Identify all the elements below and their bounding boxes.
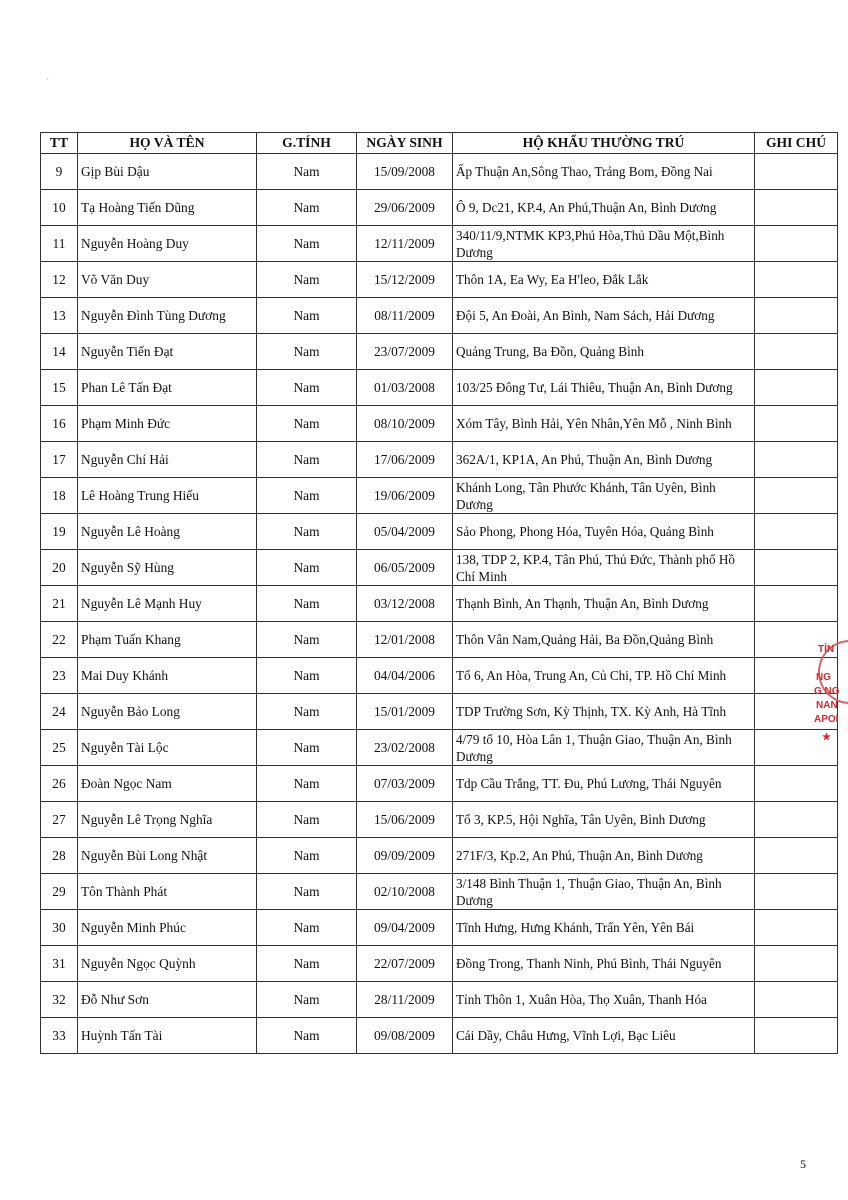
cell-note [755, 550, 838, 586]
cell-gender: Nam [257, 1018, 357, 1054]
cell-name: Nguyễn Ngọc Quỳnh [78, 946, 257, 982]
cell-name: Nguyễn Bảo Long [78, 694, 257, 730]
cell-address: Ô 9, Dc21, KP.4, An Phú,Thuận An, Bình Dương [453, 190, 755, 226]
table-row [41, 370, 838, 406]
cell-tt: 29 [41, 874, 78, 910]
table-row [41, 226, 838, 262]
cell-dob: 02/10/2008 [357, 874, 453, 910]
cell-note [755, 406, 838, 442]
cell-tt: 33 [41, 1018, 78, 1054]
cell-note [755, 478, 838, 514]
cell-gender: Nam [257, 586, 357, 622]
cell-dob: 28/11/2009 [357, 982, 453, 1018]
cell-gender: Nam [257, 190, 357, 226]
cell-name: Đỗ Như Sơn [78, 982, 257, 1018]
table-row [41, 334, 838, 370]
table-row [41, 874, 838, 910]
cell-dob: 17/06/2009 [357, 442, 453, 478]
page-number: 5 [800, 1157, 806, 1171]
table-row [41, 298, 838, 334]
cell-dob: 01/03/2008 [357, 370, 453, 406]
cell-note [755, 370, 838, 406]
cell-tt: 11 [41, 226, 78, 262]
cell-dob: 03/12/2008 [357, 586, 453, 622]
cell-dob: 23/02/2008 [357, 730, 453, 766]
seal-text: G NG [814, 686, 840, 697]
seal-text: APOI [814, 714, 839, 725]
cell-gender: Nam [257, 802, 357, 838]
cell-gender: Nam [257, 442, 357, 478]
cell-gender: Nam [257, 910, 357, 946]
cell-tt: 13 [41, 298, 78, 334]
cell-dob: 04/04/2006 [357, 658, 453, 694]
cell-name: Đoàn Ngọc Nam [78, 766, 257, 802]
cell-name: Võ Văn Duy [78, 262, 257, 298]
cell-name: Tạ Hoàng Tiến Dũng [78, 190, 257, 226]
cell-gender: Nam [257, 694, 357, 730]
cell-dob: 12/11/2009 [357, 226, 453, 262]
cell-tt: 20 [41, 550, 78, 586]
cell-address: Tổ 6, An Hòa, Trung An, Củ Chi, TP. Hồ Chí Minh [453, 658, 755, 694]
cell-tt: 16 [41, 406, 78, 442]
cell-tt: 21 [41, 586, 78, 622]
cell-dob: 19/06/2009 [357, 478, 453, 514]
scan-mark: ˏ [46, 70, 49, 80]
cell-note [755, 262, 838, 298]
cell-name: Phạm Minh Đức [78, 406, 257, 442]
seal-text: NAN [816, 700, 838, 711]
table-row [41, 910, 838, 946]
cell-gender: Nam [257, 226, 357, 262]
table-row [41, 694, 838, 730]
cell-tt: 28 [41, 838, 78, 874]
cell-address: Thôn 1A, Ea Wy, Ea H'leo, Đắk Lắk [453, 262, 755, 298]
table-row [41, 550, 838, 586]
cell-note [755, 874, 838, 910]
table-row [41, 730, 838, 766]
cell-tt: 17 [41, 442, 78, 478]
cell-gender: Nam [257, 334, 357, 370]
cell-tt: 18 [41, 478, 78, 514]
seal-text: TỈN [818, 644, 835, 655]
cell-address: Tỉnh Thôn 1, Xuân Hòa, Thọ Xuân, Thanh Hóa [453, 982, 755, 1018]
cell-dob: 09/09/2009 [357, 838, 453, 874]
cell-address: 340/11/9,NTMK KP3,Phú Hòa,Thủ Dầu Một,Bình Dương [453, 226, 755, 262]
col-header-tt: TT [41, 133, 78, 154]
cell-name: Nguyễn Lê Mạnh Huy [78, 586, 257, 622]
cell-name: Phạm Tuấn Khang [78, 622, 257, 658]
cell-name: Nguyễn Minh Phúc [78, 910, 257, 946]
col-header-note: GHI CHÚ [755, 133, 838, 154]
cell-address: Xóm Tây, Bình Hải, Yên Nhân,Yên Mỗ , Ninh Bình [453, 406, 755, 442]
cell-name: Gịp Bùi Dậu [78, 154, 257, 190]
cell-note [755, 946, 838, 982]
cell-address: Khánh Long, Tân Phước Khánh, Tân Uyên, Bình Dương [453, 478, 755, 514]
cell-name: Nguyễn Lê Hoàng [78, 514, 257, 550]
cell-address: 271F/3, Kp.2, An Phú, Thuận An, Bình Dương [453, 838, 755, 874]
cell-gender: Nam [257, 874, 357, 910]
cell-name: Mai Duy Khánh [78, 658, 257, 694]
cell-tt: 15 [41, 370, 78, 406]
table-row [41, 154, 838, 190]
cell-dob: 05/04/2009 [357, 514, 453, 550]
cell-gender: Nam [257, 622, 357, 658]
cell-gender: Nam [257, 298, 357, 334]
table-row [41, 838, 838, 874]
cell-address: Đồng Trong, Thanh Ninh, Phú Bình, Thái Nguyên [453, 946, 755, 982]
cell-tt: 26 [41, 766, 78, 802]
table-row [41, 622, 838, 658]
table-row [41, 766, 838, 802]
cell-note [755, 442, 838, 478]
table-row [41, 442, 838, 478]
student-roster-table [40, 132, 838, 1054]
cell-name: Nguyễn Tiến Đạt [78, 334, 257, 370]
cell-gender: Nam [257, 478, 357, 514]
cell-tt: 23 [41, 658, 78, 694]
table-row [41, 406, 838, 442]
cell-name: Nguyễn Chí Hải [78, 442, 257, 478]
cell-dob: 08/10/2009 [357, 406, 453, 442]
cell-gender: Nam [257, 766, 357, 802]
cell-name: Phan Lê Tấn Đạt [78, 370, 257, 406]
cell-note [755, 226, 838, 262]
cell-gender: Nam [257, 730, 357, 766]
cell-tt: 25 [41, 730, 78, 766]
cell-dob: 15/09/2008 [357, 154, 453, 190]
cell-tt: 32 [41, 982, 78, 1018]
table-row [41, 190, 838, 226]
col-header-address: HỘ KHẨU THƯỜNG TRÚ [453, 133, 755, 154]
cell-dob: 15/12/2009 [357, 262, 453, 298]
table-row [41, 982, 838, 1018]
table-row [41, 262, 838, 298]
cell-address: Sảo Phong, Phong Hóa, Tuyên Hóa, Quảng Bình [453, 514, 755, 550]
cell-name: Nguyễn Đình Tùng Dương [78, 298, 257, 334]
cell-address: Thôn Vân Nam,Quảng Hải, Ba Đồn,Quảng Bình [453, 622, 755, 658]
cell-note [755, 802, 838, 838]
cell-note [755, 982, 838, 1018]
cell-dob: 15/06/2009 [357, 802, 453, 838]
cell-tt: 9 [41, 154, 78, 190]
seal-star: ★ [822, 732, 831, 743]
table-row [41, 1018, 838, 1054]
cell-name: Nguyễn Bùi Long Nhật [78, 838, 257, 874]
cell-tt: 19 [41, 514, 78, 550]
cell-address: Tĩnh Hưng, Hưng Khánh, Trấn Yên, Yên Bái [453, 910, 755, 946]
cell-address: Cái Dầy, Châu Hưng, Vĩnh Lợi, Bạc Liêu [453, 1018, 755, 1054]
cell-note [755, 910, 838, 946]
cell-dob: 07/03/2009 [357, 766, 453, 802]
cell-note [755, 298, 838, 334]
table-row [41, 658, 838, 694]
cell-note [755, 838, 838, 874]
cell-gender: Nam [257, 658, 357, 694]
cell-gender: Nam [257, 946, 357, 982]
cell-dob: 09/08/2009 [357, 1018, 453, 1054]
table-row [41, 514, 838, 550]
cell-address: TDP Trường Sơn, Kỳ Thịnh, TX. Kỳ Anh, Hà Tĩnh [453, 694, 755, 730]
cell-note [755, 514, 838, 550]
cell-gender: Nam [257, 550, 357, 586]
seal-text: NG [816, 672, 831, 683]
red-seal-stamp [812, 636, 848, 796]
cell-name: Nguyễn Hoàng Duy [78, 226, 257, 262]
table-row [41, 586, 838, 622]
cell-gender: Nam [257, 406, 357, 442]
cell-tt: 24 [41, 694, 78, 730]
cell-address: 4/79 tổ 10, Hòa Lân 1, Thuận Giao, Thuận An, Bình Dương [453, 730, 755, 766]
cell-name: Huỳnh Tấn Tài [78, 1018, 257, 1054]
cell-dob: 15/01/2009 [357, 694, 453, 730]
cell-tt: 12 [41, 262, 78, 298]
cell-note [755, 154, 838, 190]
cell-address: Tổ 3, KP.5, Hội Nghĩa, Tân Uyên, Bình Dương [453, 802, 755, 838]
cell-name: Nguyễn Sỹ Hùng [78, 550, 257, 586]
cell-gender: Nam [257, 838, 357, 874]
cell-tt: 30 [41, 910, 78, 946]
cell-address: 3/148 Bình Thuận 1, Thuận Giao, Thuận An, Bình Dương [453, 874, 755, 910]
cell-gender: Nam [257, 262, 357, 298]
cell-gender: Nam [257, 154, 357, 190]
table-row [41, 946, 838, 982]
cell-name: Nguyễn Lê Trọng Nghĩa [78, 802, 257, 838]
cell-address: 362A/1, KP1A, An Phú, Thuận An, Bình Dương [453, 442, 755, 478]
cell-tt: 14 [41, 334, 78, 370]
table-header-row [41, 133, 838, 154]
cell-address: Đội 5, An Đoài, An Bình, Nam Sách, Hải Dương [453, 298, 755, 334]
cell-name: Tôn Thành Phát [78, 874, 257, 910]
cell-gender: Nam [257, 370, 357, 406]
col-header-name: HỌ VÀ TÊN [78, 133, 257, 154]
cell-address: 103/25 Đông Tư, Lái Thiêu, Thuận An, Bình Dương [453, 370, 755, 406]
cell-tt: 22 [41, 622, 78, 658]
cell-gender: Nam [257, 982, 357, 1018]
cell-address: Ấp Thuận An,Sông Thao, Trảng Bom, Đồng Nai [453, 154, 755, 190]
cell-note [755, 190, 838, 226]
cell-address: Quảng Trung, Ba Đồn, Quảng Bình [453, 334, 755, 370]
table-body [41, 154, 838, 1054]
cell-dob: 12/01/2008 [357, 622, 453, 658]
cell-name: Lê Hoàng Trung Hiếu [78, 478, 257, 514]
table-row [41, 478, 838, 514]
cell-dob: 29/06/2009 [357, 190, 453, 226]
cell-note [755, 1018, 838, 1054]
cell-address: Thạnh Bình, An Thạnh, Thuận An, Bình Dương [453, 586, 755, 622]
cell-note [755, 586, 838, 622]
cell-note [755, 334, 838, 370]
cell-dob: 22/07/2009 [357, 946, 453, 982]
col-header-gender: G.TÍNH [257, 133, 357, 154]
cell-tt: 27 [41, 802, 78, 838]
cell-dob: 06/05/2009 [357, 550, 453, 586]
cell-dob: 08/11/2009 [357, 298, 453, 334]
cell-name: Nguyễn Tài Lộc [78, 730, 257, 766]
cell-address: Tdp Cầu Trắng, TT. Đu, Phú Lương, Thái Nguyên [453, 766, 755, 802]
cell-tt: 31 [41, 946, 78, 982]
cell-tt: 10 [41, 190, 78, 226]
cell-gender: Nam [257, 514, 357, 550]
col-header-dob: NGÀY SINH [357, 133, 453, 154]
table-row [41, 802, 838, 838]
cell-dob: 23/07/2009 [357, 334, 453, 370]
cell-address: 138, TDP 2, KP.4, Tân Phú, Thủ Đức, Thành phố Hồ Chí Minh [453, 550, 755, 586]
cell-dob: 09/04/2009 [357, 910, 453, 946]
